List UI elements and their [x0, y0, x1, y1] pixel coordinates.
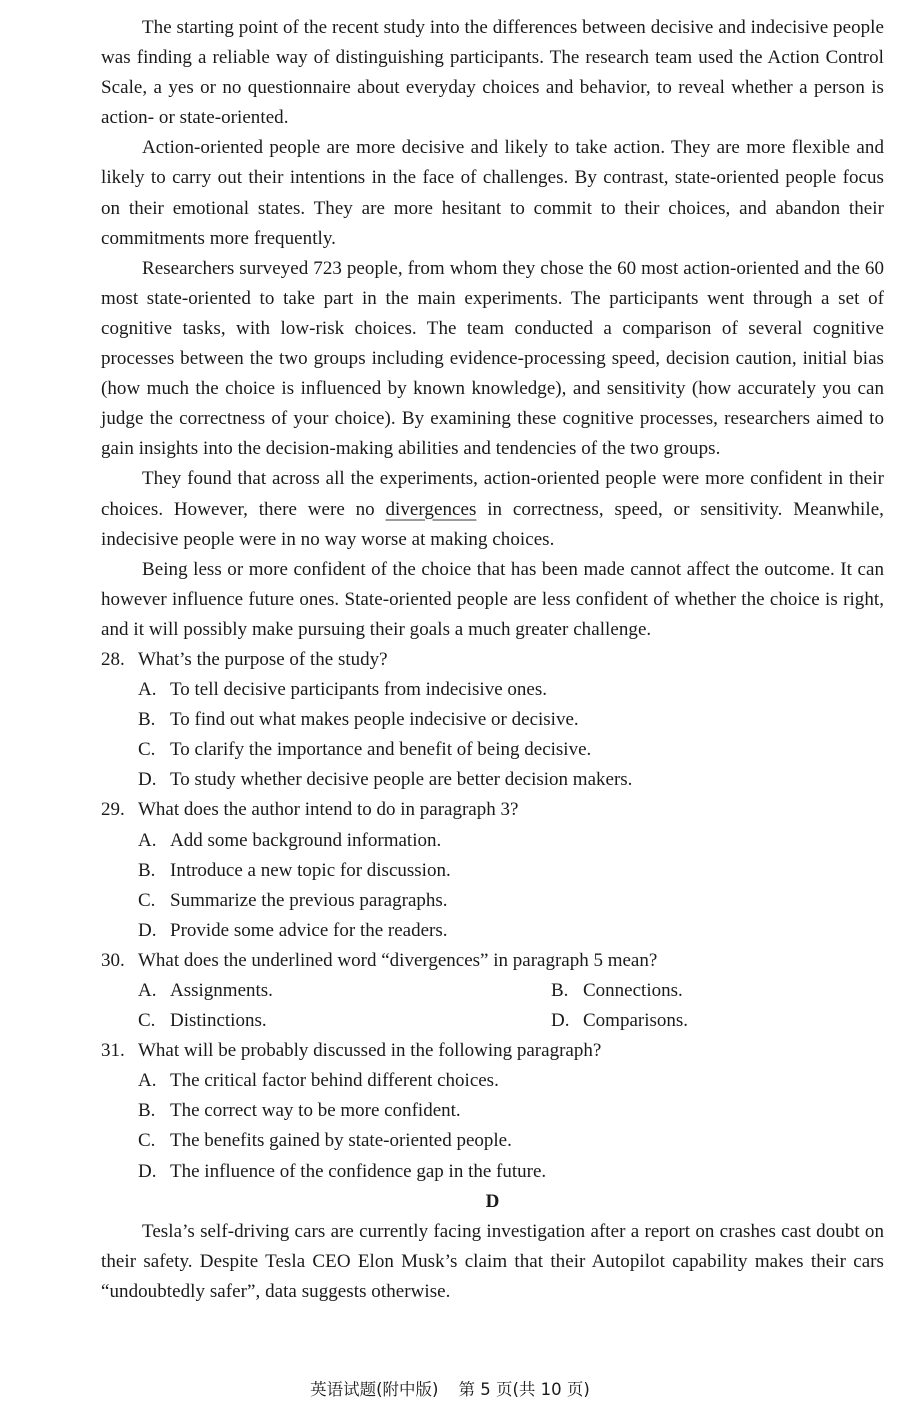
option-text: Summarize the previous paragraphs. [170, 889, 448, 911]
option-a[interactable] [101, 675, 884, 705]
option-letter: D. [551, 1010, 570, 1032]
option-letter: D. [138, 919, 157, 941]
option-a[interactable] [101, 826, 884, 856]
option-letter: C. [138, 889, 156, 911]
option-letter: B. [138, 859, 156, 881]
option-d[interactable] [101, 916, 884, 946]
option-c[interactable] [101, 1126, 884, 1156]
exam-page [101, 13, 884, 1307]
option-b[interactable] [101, 1096, 884, 1126]
passage-c-paragraph-3: Researchers surveyed 723 people, from whom they chose the 60 most action-oriented and the 60 most state-oriented to take part in the main experiments. The participants went through a set of cognitive tasks, with low-risk choices. The team conducted a comparison of several cognitive processes between the two groups including evidence-processing speed, decision caution, initial bias (how much the choice is influenced by known knowledge), and sensitivity (how accurately you can judge the correctness of your choice). By examining these cognitive processes, researchers aimed to gain insights into the decision-making abilities and tendencies of the two groups. [101, 257, 884, 460]
question-28 [101, 645, 884, 795]
question-stem [101, 645, 884, 675]
passage-d-paragraph-1: Tesla’s self-driving cars are currently facing investigation after a report on crashes cast doubt on their safety. Despite Tesla CEO Elon Musk’s claim that their Autopilot capability makes their cars “undoubtedly safer”, data suggests otherwise. [101, 1220, 884, 1302]
option-letter: C. [138, 1010, 156, 1032]
option-text: Distinctions. [170, 1010, 267, 1032]
option-c[interactable] [101, 735, 884, 765]
question-text: What does the underlined word “divergences” in paragraph 5 mean? [138, 949, 658, 971]
passage-c-paragraph-4 [101, 464, 884, 554]
question-number: 31. [101, 1040, 125, 1062]
passage-c-paragraph-5: Being less or more confident of the choice that has been made cannot affect the outcome. It can however influence future ones. State-oriented people are less confident of whether the choice is right, and it will possibly make pursuing their goals a much greater challenge. [101, 558, 884, 640]
question-text: What will be probably discussed in the following paragraph? [138, 1040, 602, 1062]
option-letter: A. [138, 1070, 157, 1092]
option-text: Introduce a new topic for discussion. [170, 859, 451, 881]
option-grid [101, 976, 884, 1036]
option-list [101, 1066, 884, 1186]
option-text: The influence of the confidence gap in the future. [170, 1160, 547, 1182]
option-text: Add some background information. [170, 829, 442, 851]
question-number: 28. [101, 648, 125, 670]
option-b[interactable] [101, 705, 884, 735]
option-d[interactable] [101, 1157, 884, 1187]
option-c[interactable] [101, 886, 884, 916]
option-letter: B. [551, 980, 569, 1001]
option-d[interactable] [551, 1006, 884, 1036]
option-text: To find out what makes people indecisive or decisive. [170, 709, 579, 731]
paragraph-text: in correctness, speed, or sensitivity. Meanwhile, indecisive people were in no way worse at making choices. [101, 498, 884, 550]
option-text: Connections. [583, 980, 683, 1001]
passage-c-paragraph-2: Action-oriented people are more decisive and likely to take action. They are more flexible and likely to carry out their intentions in the face of challenges. By contrast, state-oriented people focus on their emotional states. They are more hesitant to commit to their choices, and abandon their commitments more frequently. [101, 137, 884, 249]
question-30 [101, 946, 884, 1036]
option-text: To study whether decisive people are better decision makers. [170, 769, 633, 791]
option-a[interactable] [101, 1066, 884, 1096]
question-stem [101, 795, 884, 825]
option-text: Comparisons. [583, 1010, 689, 1032]
option-letter: C. [138, 1130, 156, 1152]
option-text: Provide some advice for the readers. [170, 919, 448, 941]
passage-c-paragraph-1: The starting point of the recent study into the differences between decisive and indecisive people was finding a reliable way of distinguishing participants. The research team used the Action Control Scale, a yes or no questionnaire about everyday choices and behavior, to reveal whether a person is action- or state-oriented. [101, 17, 884, 129]
page-number: 第 5 页(共 10 页) [458, 1380, 590, 1399]
option-letter: B. [138, 1100, 156, 1122]
option-text: The correct way to be more confident. [170, 1100, 461, 1122]
question-number: 30. [101, 949, 125, 971]
option-letter: D. [138, 1160, 157, 1182]
option-letter: A. [138, 829, 157, 851]
paragraph-text: They found that across all the experiments, action-oriented people were more confident in their choices. However, there were no [101, 468, 884, 520]
question-stem [101, 946, 884, 976]
option-list [101, 826, 884, 946]
option-letter: A. [138, 679, 157, 701]
option-text: Assignments. [170, 980, 273, 1001]
question-stem [101, 1036, 884, 1066]
option-b[interactable] [551, 976, 884, 1006]
option-text: The critical factor behind different choices. [170, 1070, 499, 1092]
question-number: 29. [101, 799, 125, 821]
option-text: To tell decisive participants from indecisive ones. [170, 679, 547, 701]
option-letter: C. [138, 739, 156, 761]
option-d[interactable] [101, 765, 884, 795]
underlined-word: divergences [385, 498, 477, 520]
passage-c [101, 13, 884, 645]
passage-d [101, 1187, 884, 1307]
option-letter: B. [138, 709, 156, 731]
option-b[interactable] [101, 856, 884, 886]
question-text: What’s the purpose of the study? [138, 648, 388, 670]
option-list [101, 675, 884, 795]
question-text: What does the author intend to do in paragraph 3? [138, 799, 519, 821]
section-label: D [485, 1190, 500, 1212]
option-text: To clarify the importance and benefit of being decisive. [170, 739, 592, 761]
exam-title: 英语试题(附中版) [310, 1380, 439, 1399]
page-footer [0, 1378, 900, 1402]
option-text: The benefits gained by state-oriented people. [170, 1130, 512, 1152]
option-letter: D. [138, 769, 157, 791]
option-c[interactable] [138, 1006, 551, 1036]
option-a[interactable] [138, 976, 551, 1006]
option-letter: A. [138, 980, 157, 1001]
question-31 [101, 1036, 884, 1186]
question-29 [101, 795, 884, 945]
